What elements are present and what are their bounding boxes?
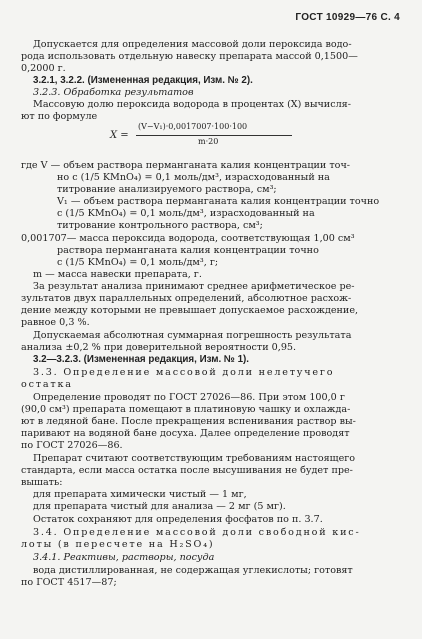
text-line-s33b: остатка [21,379,73,390]
text-line-p1a: Допускается для определения массовой доли пероксида водо- [33,39,352,50]
text-line-o9: для препарата химически чистый — 1 мг, [33,489,247,500]
text-line-r3: дение между которыми не превышает допускаемое расхождение, [21,305,359,316]
text-line-p2b: ют по формуле [21,111,98,122]
text-line-r2: зультатов двух параллельных определений, абсолютное расхож- [21,293,352,304]
text-line-o10: для препарата чистый для анализа — 2 мг (5 мг). [33,501,286,512]
text-line-r6: анализа ±0,2 % при доверительной вероятности 0,95. [21,342,297,353]
text-line-o2: (90,0 см³) препарата помещают в платиновую чашку и охлаждa- [21,404,351,415]
text-line-o1: Определение проводят по ГОСТ 27026—86. При этом 100,0 г [33,392,345,403]
text-line-o3: ют в ледяной бане. После прекращения вспенивания раствор вы- [21,416,356,427]
text-line-v6: титрование контрольного раствора, см³; [57,220,263,231]
text-line-s34a: 3.4. Определение массовой доли свободной кис- [33,527,361,538]
text-line-v7: 0,001707— масса пероксида водорода, соответствующая 1,00 см³ [21,233,355,244]
text-line-r4: равное 0,3 %. [21,317,90,328]
text-line-w1: вода дистиллированная, не содержащая углекислоты; готовят [33,565,353,576]
text-line-r1: За результат анализа принимают среднее арифметическое ре- [33,281,355,292]
text-line-v8: раствора перманганата калия концентрации точно [57,245,319,256]
formula-numerator: (V−V₁)·0,0017007·100·100 [138,122,248,131]
text-line-s341: 3.4.1. Реактивы, растворы, посуда [33,552,215,563]
formula-lhs: X = [110,130,129,141]
fraction-bar [136,135,292,136]
formula-denominator: m·20 [198,137,219,146]
text-line-v10: m — масса навески препарата, г. [33,269,202,280]
text-line-p2a: Массовую долю пероксида водорода в процентах (X) вычисля- [33,99,351,110]
text-line-o7: стандарта, если масса остатка после высушивания не будет пре- [21,465,353,476]
text-line-p1b: рода использовать отдельную навеску препарата массой 0,1500— [21,51,358,62]
text-line-s323: 3.2.3. Обработка результатов [33,87,194,98]
text-line-o11: Остаток сохраняют для определения фосфатов по п. 3.7. [33,514,323,525]
text-line-w2: по ГОСТ 4517—87; [21,577,117,588]
page-header: ГОСТ 10929—76 С. 4 [295,12,400,23]
text-line-r5: Допускаемая абсолютная суммарная погрешность результата [33,330,352,341]
text-line-s322: 3.2—3.2.3. (Измененная редакция, Изм. № 1). [33,354,250,365]
text-line-v3: титрование анализируемого раствора, см³; [57,184,277,195]
text-line-v9: c (1/5 KMnO₄) = 0,1 моль/дм³, г; [57,257,219,268]
text-line-o4: паривают на водяной бане досуха. Далее определение проводят [21,428,350,439]
text-line-v2: но c (1/5 KMnO₄) = 0,1 моль/дм³, израсходованный на [57,172,330,183]
text-line-o6: Препарат считают соответствующим требованиям настоящего [33,453,356,464]
text-line-v4: V₁ — объем раствора перманганата калия концентрации точно [57,196,380,207]
text-line-v1: где V — объем раствора перманганата калия концентрации точ- [21,160,351,171]
text-line-v5: c (1/5 KMnO₄) = 0,1 моль/дм³, израсходованный на [57,208,315,219]
text-line-o8: вышать: [21,477,63,488]
text-line-s33a: 3.3. Определение массовой доли нелетучего [33,367,335,378]
text-line-s321: 3.2.1, 3.2.2. (Измененная редакция, Изм. № 2). [33,75,253,86]
text-line-p1c: 0,2000 г. [21,63,66,74]
text-line-o5: по ГОСТ 27026—86. [21,440,123,451]
text-line-s34b: лоты (в пересчете на H₂SO₄) [21,539,215,550]
